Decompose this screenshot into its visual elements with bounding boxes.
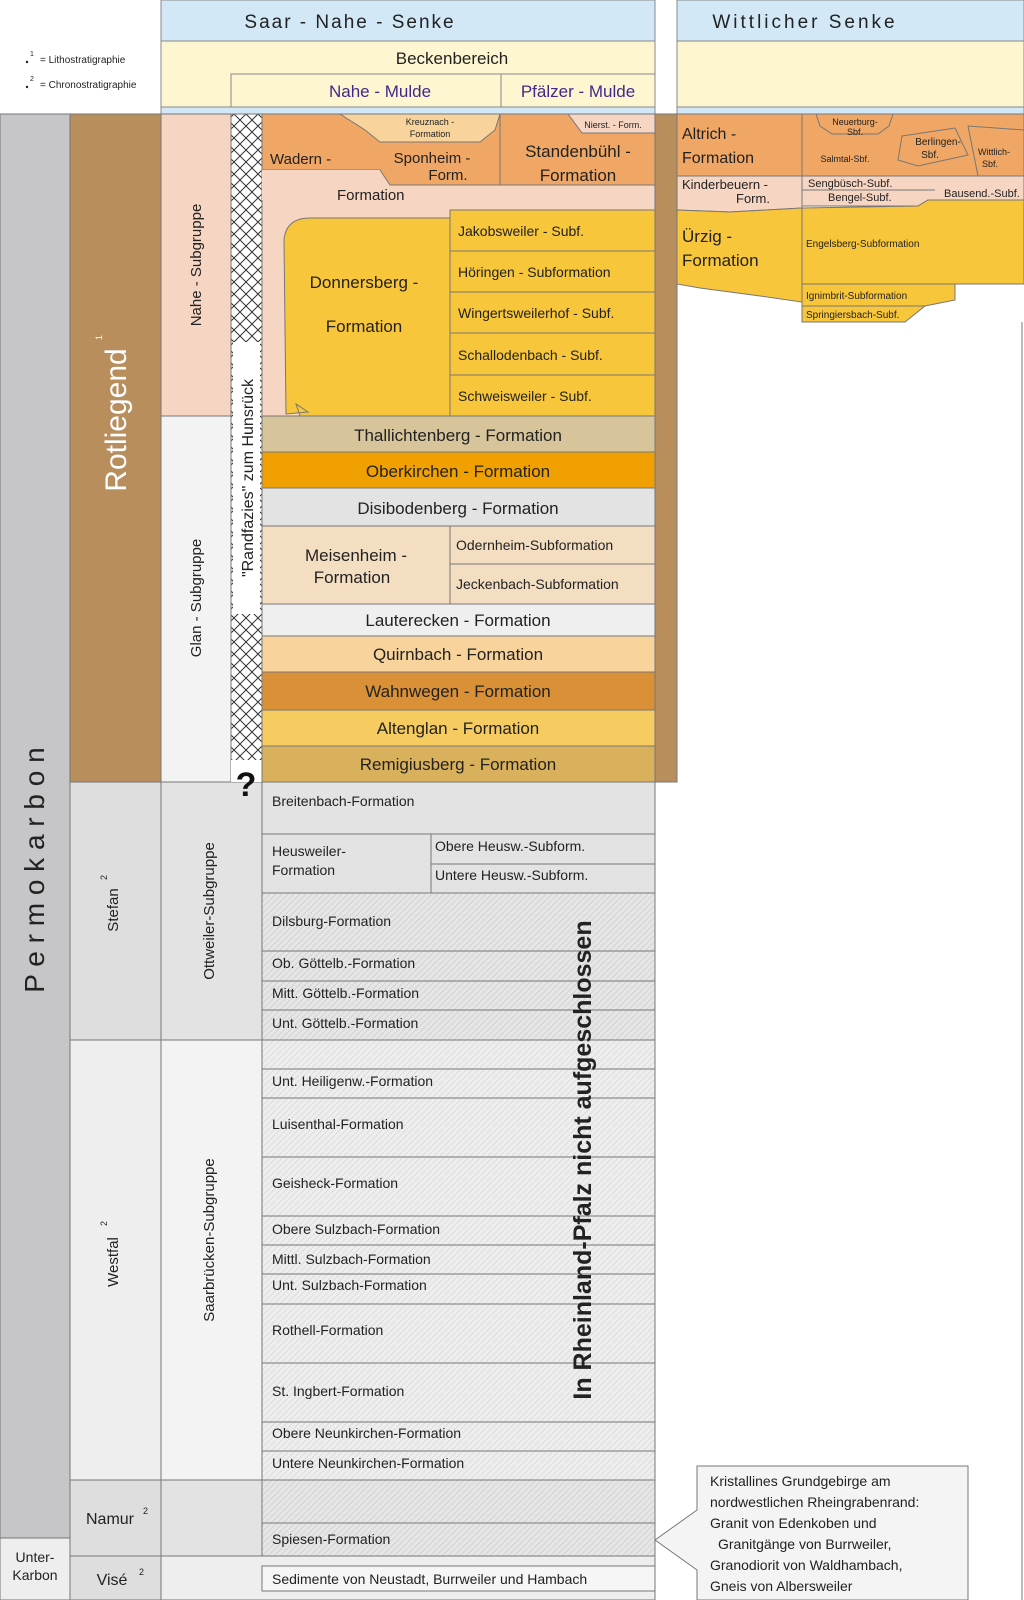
wingertsweilerhof-label: Wingertsweilerhof - Subf. bbox=[458, 305, 615, 321]
legend-dot-2 bbox=[26, 86, 28, 88]
bengel-label: Bengel-Subf. bbox=[828, 192, 892, 204]
disibodenberg-label: Disibodenberg - Formation bbox=[357, 499, 559, 518]
legend-mark-1: 1 bbox=[30, 51, 34, 58]
namur-sup: 2 bbox=[143, 1506, 149, 1516]
sengbuesch-label: Sengbüsch-Subf. bbox=[808, 178, 893, 190]
header-saar-nahe-senke: Saar - Nahe - Senke bbox=[244, 12, 456, 33]
header-blue-strip bbox=[161, 107, 655, 114]
meisenheim-line1: Meisenheim - bbox=[304, 546, 408, 565]
schweisweiler-label: Schweisweiler - Subf. bbox=[458, 388, 592, 404]
kinderbeuern-line1: Kinderbeuern - bbox=[682, 177, 768, 192]
ob-goettelb-label: Ob. Göttelb.-Formation bbox=[272, 955, 416, 971]
nahe-formations bbox=[262, 114, 655, 431]
mitt-goettelb-label: Mitt. Göttelb.-Formation bbox=[272, 985, 420, 1001]
legend-chronostratigraphie: = Chronostratigraphie bbox=[40, 80, 137, 91]
remigiusberg-label: Remigiusberg - Formation bbox=[359, 755, 557, 774]
st-ingbert-label: St. Ingbert-Formation bbox=[272, 1383, 405, 1399]
legend bbox=[26, 51, 137, 91]
thallichtenberg-label: Thallichtenberg - Formation bbox=[354, 426, 562, 445]
namur-upper-box bbox=[262, 1480, 655, 1523]
heusweiler-line1: Heusweiler- bbox=[272, 843, 346, 859]
hoeringen-label: Höringen - Subformation bbox=[458, 264, 611, 280]
oberkirchen-label: Oberkirchen - Formation bbox=[365, 462, 551, 481]
bausend-label: Bausend.-Subf. bbox=[944, 188, 1020, 200]
obere-neunkirchen-label: Obere Neunkirchen-Formation bbox=[272, 1425, 462, 1441]
neuerburg-line2: Sbf. bbox=[846, 127, 864, 137]
vise-label: Visé bbox=[96, 1572, 128, 1589]
neuerburg-line1: Neuerburg- bbox=[832, 117, 878, 127]
rotliegend-label: Rotliegend bbox=[100, 348, 133, 492]
standenbuehl-line1: Standenbühl - bbox=[525, 142, 631, 161]
unt-heiligenw-label: Unt. Heiligenw.-Formation bbox=[272, 1073, 434, 1089]
legend-lithostratigraphie: = Lithostratigraphie bbox=[40, 55, 126, 66]
kreuznach-line2: Formation bbox=[409, 129, 451, 139]
westfal-sup: 2 bbox=[99, 1220, 109, 1226]
donnersberg-line1: Donnersberg - bbox=[309, 273, 419, 292]
randfazies-label: "Randfazies" zum Hunsrück bbox=[240, 378, 257, 578]
geisheck-label: Geisheck-Formation bbox=[272, 1175, 399, 1191]
subgroup-column bbox=[161, 114, 262, 1556]
berlingen-line2: Sbf. bbox=[921, 150, 939, 161]
luisenthal-label: Luisenthal-Formation bbox=[272, 1116, 404, 1132]
callout-line3: Granit von Edenkoben und bbox=[710, 1515, 877, 1531]
springiersbach-label: Springiersbach-Subf. bbox=[806, 310, 900, 321]
nahe-subgruppe-label: Nahe - Subgruppe bbox=[188, 203, 205, 327]
meisenheim-line2: Formation bbox=[313, 568, 391, 587]
lauterecken-label: Lauterecken - Formation bbox=[365, 611, 551, 630]
kinderbeuern-line2: Form. bbox=[736, 191, 770, 206]
glan-subgruppe-label: Glan - Subgruppe bbox=[188, 538, 205, 658]
rotliegend-right-edge bbox=[655, 114, 677, 782]
ignimbrit-label: Ignimbrit-Subformation bbox=[806, 291, 908, 302]
odernheim-label: Odernheim-Subformation bbox=[456, 537, 614, 553]
quirnbach-label: Quirnbach - Formation bbox=[372, 645, 544, 664]
wadern-label: Wadern - bbox=[270, 151, 332, 168]
unterkarbon-line1: Unter- bbox=[15, 1549, 55, 1565]
berlingen-line1: Berlingen- bbox=[915, 137, 961, 148]
callout-box bbox=[655, 1466, 968, 1600]
uerzig-line2: Formation bbox=[682, 251, 759, 270]
sponheim-line1: Sponheim - bbox=[393, 150, 471, 167]
beckenbereich-label: Beckenbereich bbox=[395, 49, 509, 68]
salmtal-label: Salmtal-Sbf. bbox=[820, 154, 870, 164]
wittlich-sbf-line2: Sbf. bbox=[981, 159, 999, 169]
nierst-label: Nierst. - Form. bbox=[584, 120, 642, 130]
donnersberg-line2: Formation bbox=[325, 317, 403, 336]
stefan-sup: 2 bbox=[99, 874, 109, 880]
wahnwegen-label: Wahnwegen - Formation bbox=[365, 682, 551, 701]
jakobsweiler-label: Jakobsweiler - Subf. bbox=[458, 223, 585, 239]
ottweiler-subgruppe-label: Ottweiler-Subgruppe bbox=[201, 842, 218, 980]
dilsburg-label: Dilsburg-Formation bbox=[272, 913, 392, 929]
altenglan-label: Altenglan - Formation bbox=[376, 719, 540, 738]
wittlich-formations bbox=[677, 114, 1024, 1600]
not-exposed-label: In Rheinland-Pfalz nicht aufgeschlossen bbox=[569, 920, 597, 1400]
unterkarbon-line2: Karbon bbox=[12, 1567, 58, 1583]
header-blue-strip-wittlich bbox=[677, 107, 1024, 114]
legend-mark-2: 2 bbox=[30, 76, 34, 83]
altrich-line1: Altrich - bbox=[682, 126, 737, 143]
heusweiler-line2: Formation bbox=[272, 862, 336, 878]
jeckenbach-label: Jeckenbach-Subformation bbox=[456, 576, 619, 592]
rotliegend-sup: 1 bbox=[94, 334, 104, 340]
header bbox=[161, 0, 1024, 114]
untere-neunkirchen-label: Untere Neunkirchen-Formation bbox=[272, 1455, 465, 1471]
wittlich-sbf-line1: Wittlich- bbox=[978, 147, 1010, 157]
standenbuehl-line2: Formation bbox=[539, 166, 617, 185]
stefan-label: Stefan bbox=[105, 888, 122, 932]
obere-heusw-label: Obere Heusw.-Subform. bbox=[435, 838, 586, 854]
sedimente-label: Sedimente von Neustadt, Burrweiler und Hambach bbox=[272, 1571, 588, 1587]
untere-heusw-label: Untere Heusw.-Subform. bbox=[435, 867, 589, 883]
westfal-label: Westfal bbox=[105, 1237, 122, 1287]
vise-sup: 2 bbox=[139, 1567, 145, 1577]
uerzig-line1: Ürzig - bbox=[682, 227, 733, 246]
engelsberg-label: Engelsberg-Subformation bbox=[806, 239, 920, 250]
chrono-columns bbox=[0, 114, 161, 1600]
breitenbach-label: Breitenbach-Formation bbox=[272, 793, 415, 809]
wadern-label-2: Formation bbox=[337, 187, 405, 204]
obere-sulzbach-label: Obere Sulzbach-Formation bbox=[272, 1221, 441, 1237]
namur-subgroup-box bbox=[161, 1480, 262, 1556]
callout-line4: Granitgänge von Burrweiler, bbox=[718, 1536, 892, 1552]
meisenheim-box bbox=[262, 526, 450, 604]
spiesen-label: Spiesen-Formation bbox=[272, 1531, 391, 1547]
legend-dot-1 bbox=[26, 61, 28, 63]
callout-line1: Kristallines Grundgebirge am bbox=[710, 1473, 891, 1489]
callout-line6: Gneis von Albersweiler bbox=[710, 1578, 853, 1594]
permokarbon-label: P e r m o k a r b o n bbox=[19, 747, 50, 993]
schallodenbach-label: Schallodenbach - Subf. bbox=[458, 347, 603, 363]
unt-goettelb-label: Unt. Göttelb.-Formation bbox=[272, 1015, 419, 1031]
unt-sulzbach-label: Unt. Sulzbach-Formation bbox=[272, 1277, 427, 1293]
header-wittlicher-senke: Wittlicher Senke bbox=[712, 12, 898, 33]
wittlich-cream-box bbox=[677, 41, 1024, 107]
callout-line2: nordwestlichen Rheingrabenrand: bbox=[710, 1494, 920, 1510]
pfaelzer-mulde-label: Pfälzer - Mulde bbox=[520, 82, 636, 101]
sponheim-line2: Form. bbox=[428, 167, 468, 184]
namur-label: Namur bbox=[85, 1511, 135, 1528]
mittl-sulzbach-label: Mittl. Sulzbach-Formation bbox=[272, 1251, 431, 1267]
nahe-mulde-label: Nahe - Mulde bbox=[328, 82, 432, 101]
rothell-label: Rothell-Formation bbox=[272, 1322, 384, 1338]
callout-line5: Granodiorit von Waldhambach, bbox=[710, 1557, 903, 1573]
question-mark-big: ? bbox=[235, 766, 257, 804]
altrich-line2: Formation bbox=[682, 150, 755, 167]
kreuznach-line1: Kreuznach - bbox=[405, 117, 455, 127]
saarbruecken-subgruppe-label: Saarbrücken-Subgruppe bbox=[201, 1158, 218, 1322]
